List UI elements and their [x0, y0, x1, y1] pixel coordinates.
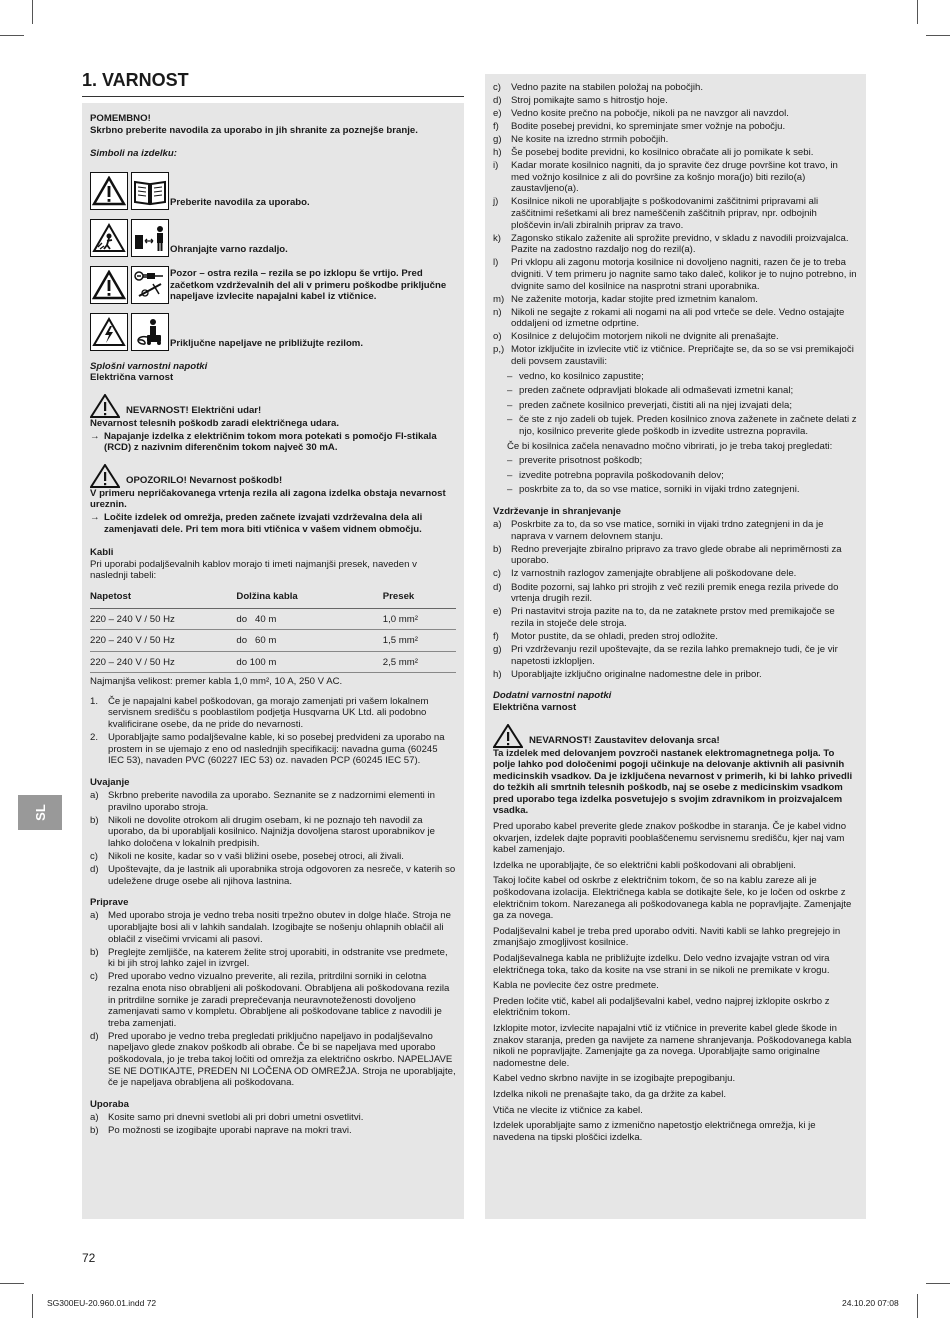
maint-head: Vzdrževanje in shranjevanje — [493, 506, 621, 517]
cables-text: Pri uporabi podaljševalnih kablov morajo ti imeti najmanjši presek, naveden v naslednji tabeli: — [90, 558, 417, 582]
list-item: o) Kosilnice z delujočim motorjem nikoli ne dvignite ali prenašajte. — [493, 331, 779, 343]
dash-item: – preden začnete odpravljati blokade ali odmaševati izmetni kanal; — [507, 385, 794, 397]
table-cell: do 100 m — [236, 651, 382, 673]
cable-table — [90, 588, 456, 673]
dash-item: – če ste z njo zadeli ob tujek. Preden kosilnico znova zaženete in začnete delati z njo, kosilnico preverite glede poškodb in izvedite ustrezna popravila. — [507, 414, 857, 438]
list-item: m) Ne zaženite motorja, kadar stojite pred izmetnim kanalom. — [493, 293, 758, 305]
cables-head: Kabli — [90, 547, 114, 559]
list-item: d) Bodite pozorni, saj lahko pri strojih z več rezili premik enega rezila privede do vrtenja drugih rezil. — [493, 581, 839, 605]
language-tab: SL — [18, 795, 62, 830]
table-row — [90, 651, 456, 673]
stop-conditions-list — [493, 371, 858, 438]
table-cell: 220 – 240 V / 50 Hz — [90, 608, 236, 630]
use-list — [90, 1112, 456, 1137]
list-item: d) Stroj pomikajte samo s hitrostjo hoje. — [493, 94, 668, 106]
symbol-text: Priključne napeljave ne približujte rezilom. — [170, 338, 363, 350]
paragraph: Kabel vedno skrbno navijte in se izogibajte prepogibanju. — [493, 1073, 736, 1085]
footer-filename: SG300EU-20.960.01.indd 72 — [47, 1298, 157, 1308]
table-cell: do 60 m — [236, 630, 382, 652]
symbol-row — [90, 211, 456, 257]
paragraph: Kabla ne povlecite čez ostre predmete. — [493, 980, 659, 992]
important-head: POMEMBNO! — [90, 113, 151, 124]
list-item: d) Pred uporabo je vedno treba pregledati priključno napeljavo in podaljševalno napeljavo glede znakov poškodb ali obrabe. Če bi se napeljava med uporabo poškodovala, jo je treba takoj ločiti od omrežja za električno oskrbo. NAPELJAVE SE NE DOTIKAJTE, PREDEN NI LOČENA OD OMREŽJA. Stroja ne uporabljajte, če je napeljava obrabljena ali poškodovana. — [90, 1030, 456, 1089]
caution-notice — [90, 464, 456, 488]
crop-mark — [0, 1283, 24, 1284]
list-item: l) Pri vklopu ali zagonu motorja kosilnice ni dovoljeno nagniti, razen če je to treba dvigniti. V tem primeru jo nagnite samo tako daleč, kolikor je to nujno potrebno, in dvignite samo del kosilnice na nasprotni strani uporabnika. — [493, 257, 857, 292]
paragraph: Podaljševalni kabel je treba pred uporabo odviti. Naviti kabli se lahko pregrejejo in zmanjšajo zmogljivost kosilnice. — [493, 925, 841, 949]
list-item: c) Nikoli ne kosite, kadar so v vaši bližini osebe, posebej otroci, ali živali. — [90, 851, 404, 862]
list-item: a) Med uporabo stroja je vedno treba nositi trpežno obutev in dolge hlače. Stroja ne uporabljajte bosi ali v lahkih sandalah. Izogibajte se nošenju ohlapnih oblačil ali oblačil z visečimi vrvicami ali pasovi. — [90, 910, 451, 945]
use-continued-list — [493, 82, 858, 368]
danger2-title: NEVARNOST! Zaustavitev delovanja srca! — [529, 734, 720, 746]
table-row — [90, 608, 456, 630]
list-item: f) Motor pustite, da se ohladi, preden stroj odložite. — [493, 630, 718, 642]
list-item: n) Nikoli ne segajte z rokami ali nogami na ali pod vrteče se dele. Vedno ostajajte oddaljeni od izmetne odprtine. — [493, 306, 845, 330]
list-item: b) Po možnosti se izogibajte uporabi naprave na mokri travi. — [90, 1124, 352, 1136]
danger2-notice — [493, 724, 858, 748]
table-header: Dolžina kabla — [236, 588, 382, 608]
list-item: a) Poskrbite za to, da so vse matice, sorniki in vijaki trdno zategnjeni in da je naprava v varnem delovnem stanju. — [493, 519, 824, 542]
use-head: Uporaba — [90, 1098, 129, 1110]
min-size-text: Najmanjša velikost: premer kabla 1,0 mm², 10 A, 250 V AC. — [90, 676, 343, 688]
caution-instruction: → Ločite izdelek od omrežja, preden začnete izvajati vzdrževalna dela ali zamenjavati dele. Pri tem mora biti vtičnica v vašem vidnem območju. — [90, 511, 423, 535]
paragraph: Vtiča ne vlecite iz vtičnice za kabel. — [493, 1104, 643, 1116]
symbols-list — [90, 164, 456, 351]
left-column — [82, 103, 464, 1219]
table-cell: 2,5 mm² — [383, 651, 456, 673]
additional-head: Dodatni varnostni napotki — [493, 690, 612, 702]
warning-triangle-icon — [90, 266, 128, 304]
list-item: g) Pri vzdrževanju rezil upoštevajte, da se rezila lahko premaknejo tudi, če je vir napetosti izklopljen. — [493, 644, 838, 667]
warning-triangle-icon — [90, 464, 120, 488]
maint-list — [493, 519, 858, 680]
paragraph: Podaljševalnega kabla ne približujte izdelku. Delo vedno izvajajte vstran od vira električnega toka, tako da kosite na vse strani in se nikoli ne premikate v krogu. — [493, 953, 830, 976]
intro-head: Uvajanje — [90, 776, 130, 788]
vibration-text: Če bi kosilnica začela nenavadno močno vibrirati, jo je treba takoj pregledati: — [507, 440, 833, 452]
paragraph: Izdelek uporabljajte samo z izmenično napetostjo električnega omrežja, ki je navedena na tipski ploščici izdelka. — [493, 1120, 816, 1143]
warning-triangle-icon — [493, 724, 523, 748]
intro-list — [90, 790, 456, 887]
danger2-text: Ta izdelek med delovanjem povzroči nastanek elektromagnetnega polja. To polje lahko pod določenimi pogoji učinkuje na delovanje aktivnih ali pasivnih medicinskih vsadkov. Da je izključena nevarnost v primerih, ki bi lahko privedli do težkih ali smrtnih telesnih poškodb, naj se osebe z medicinskim vsadkom pred uporabo tega izdelka posvetujejo s svojim zdravnikom in proizvajalcem vsadka. — [493, 747, 853, 817]
cable-mower-icon — [131, 313, 169, 351]
dash-item: – vedno, ko kosilnico zapustite; — [507, 370, 644, 382]
page-number: 72 — [82, 1251, 96, 1265]
arrow-right-icon: → — [90, 511, 100, 523]
list-item: a) Kosite samo pri dnevni svetlobi ali pri dobri umetni osvetlitvi. — [90, 1111, 364, 1123]
list-item: b) Redno preverjajte zbiralno pripravo za travo glede obrabe ali nepriměrnosti za uporabo. — [493, 543, 842, 567]
electric-shock-icon — [90, 313, 128, 351]
numbered-list — [90, 696, 456, 767]
keep-distance-icon — [131, 219, 169, 257]
crop-mark — [926, 35, 950, 36]
paragraph: Izdelka nikoli ne prenašajte tako, da ga držite za kabel. — [493, 1088, 727, 1100]
danger-instruction: → Napajanje izdelka z električnim tokom mora potekati s pomočjo FI-stikala (RCD) z nazivnim diferenčnim tokom največ 30 mA. — [90, 430, 437, 454]
paragraph: Izdelka ne uporabljajte, če so električni kabli poškodovani ali obrabljeni. — [493, 859, 796, 871]
warning-triangle-icon — [90, 172, 128, 210]
list-item: j) Kosilnice nikoli ne uporabljajte s poškodovanimi zaščitnimi pripravami ali zaščitnimi rešetkami ali brez nameščenih zaščitnih priprav, npr. odbojnih ploščevin in/ali zbiralnih priprav za travo. — [493, 196, 819, 231]
paragraph: Takoj ločite kabel od oskrbe z električnim tokom, če so na kablu zareze ali je poškodovana izolacija. Električnega kabla se dotikajte šele, ko je ločen od oskrbe z električnim tokom. Narezanega ali poškodovanega kabla ne popravljajte. Zamenjajte ga za novega. — [493, 875, 852, 922]
list-item: k) Zagonsko stikalo zaženite ali sprožite previdno, v skladu z navodili proizvajalca. Pazite na zadostno razdaljo nog do rezil(a). — [493, 232, 849, 256]
symbol-text: Pozor – ostra rezila – rezila se po izklopu še vrtijo. Pred začetkom vzdrževalnih del ali v primeru poškodbe priključne napeljave izvlecite napajalni kabel iz vtičnice. — [170, 268, 447, 303]
symbol-row — [90, 305, 456, 351]
list-item: d) Upoštevajte, da je lastnik ali uporabnika stroja odgovoren za nesreče, v katerih so udeležene druge osebe ali njihova lastnina. — [90, 864, 456, 887]
section-title: 1. VARNOST — [82, 70, 464, 97]
list-item: a) Skrbno preberite navodila za uporabo. Seznanite se z nadzornimi elementi in pravilno uporabo stroja. — [90, 790, 435, 813]
list-item: h) Še posebej bodite previdni, ko kosilnico obračate ali jo pomikate k sebi. — [493, 146, 814, 158]
danger-title: NEVARNOST! Električni udar! — [126, 405, 262, 417]
list-item: h) Uporabljajte izključno originalne nadomestne dele in pribor. — [493, 668, 762, 680]
list-item: e) Pri nastavitvi stroja pazite na to, da ne zataknete prstov med premikajoče se rezila in stoječe dele stroja. — [493, 606, 835, 629]
paragraph: Izklopite motor, izvlecite napajalni vtič iz vtičnice in preverite kabel glede škode in znakov staranja, preden ga navijete za namene shranjevanja. Poškodovanega kabla nikoli ne popravljajte. Zamenjajte ga za novega. Uporabljajte samo originalne nadomestne dele. — [493, 1022, 852, 1069]
table-cell: do 40 m — [236, 608, 382, 630]
paragraph: Pred uporabo kabel preverite glede znakov poškodbe in staranja. Če je kabel vidno okvarjen, izdelek dajte popraviti pooblaščenemu servisnemu središču, kjer naj vam kabel zamenjajo. — [493, 821, 847, 856]
additional-electric-head: Električna varnost — [493, 701, 577, 713]
general-head: Splošni varnostni napotki — [90, 360, 208, 372]
table-header: Presek — [383, 588, 456, 608]
important-text: Skrbno preberite navodila za uporabo in jih shranite za poznejše branje. — [90, 124, 418, 136]
symbols-head: Simboli na izdelku: — [90, 148, 177, 160]
caution-text: V primeru nepričakovanega vrtenja rezila ali zagona izdelka obstaja nevarnost ureznin. — [90, 487, 446, 511]
danger-notice — [90, 394, 456, 418]
right-column — [485, 74, 866, 1219]
thrown-objects-icon — [90, 219, 128, 257]
unplug-icon — [131, 266, 169, 304]
crop-mark — [32, 1294, 33, 1318]
list-item: b) Nikoli ne dovolite otrokom ali drugim osebam, ki ne poznajo teh navodil za uporabo, da bi uporabljali kosilnico. Najnižja dovoljena starost uporabnikov je lahko določena v lokalnih predpisih. — [90, 814, 435, 849]
table-cell: 1,5 mm² — [383, 630, 456, 652]
list-item: f) Bodite posebej previdni, ko spreminjate smer vožnje na pobočju. — [493, 120, 786, 132]
symbol-row — [90, 258, 456, 304]
danger-text: Nevarnost telesnih poškodb zaradi električnega udara. — [90, 417, 339, 429]
list-item: c) Vedno pazite na stabilen položaj na pobočjih. — [493, 81, 704, 93]
open-book-icon — [131, 172, 169, 210]
list-item: g) Ne kosite na izredno strmih pobočjih. — [493, 133, 669, 145]
list-item: 2. Uporabljajte samo podaljševalne kable, ki so posebej predvideni za uporabo na prostem in se ujemajo z eno od naslednjih specifikacij: navadna guma (60245 IEC 53), navaden PVC (60227 IEC 53) oz. navaden PCP (60245 IEC 57). — [90, 732, 445, 767]
symbol-row — [90, 164, 456, 210]
list-item: c) Pred uporabo vedno vizualno preverite, ali rezila, pritrdilni sorniki in celotna rezalna enota niso obrabljeni ali poškodovani. Obrabljena ali poškodovana rezila in pritrdilne sornike je zaradi preprečevanja neuravnoteženosti dovoljeno zamenjavati samo v kompletu. Obrabljene ali poškodovane tablice z navodili je treba zamenjati. — [90, 971, 450, 1029]
list-item: p,) Motor izključite in izvlecite vtič iz vtičnice. Prepričajte se, da so se vsi premikajoči deli povsem zaustavili: — [493, 344, 854, 368]
arrow-right-icon: → — [90, 430, 100, 442]
crop-mark — [917, 1294, 918, 1318]
table-row — [90, 630, 456, 652]
vibration-list — [493, 455, 858, 496]
table-cell: 1,0 mm² — [383, 608, 456, 630]
caution-title: OPOZORILO! Nevarnost poškodb! — [126, 475, 283, 487]
crop-mark — [0, 35, 24, 36]
warning-triangle-icon — [90, 394, 120, 418]
list-item: 1. Če je napajalni kabel poškodovan, ga morajo zamenjati pri vašem lokalnem servisnem središču s pooblastilom podjetja Husqvarna UK Ltd. ali podobno kvalificirane osebe, da ne pride do nevarnosti. — [90, 695, 429, 731]
electric-paragraphs — [493, 821, 858, 1143]
paragraph: Preden ločite vtič, kabel ali podaljševalni kabel, vedno najprej izklopite oskrbo z električnim tokom. — [493, 995, 830, 1019]
table-cell: 220 – 240 V / 50 Hz — [90, 630, 236, 652]
list-item: i) Kadar morate kosilnico nagniti, da jo spravite čez druge površine kot travo, in med vožnjo kosilnice z ali do površine za košnjo mora(jo) biti rezilo(a) zaustavljeno(a). — [493, 160, 838, 195]
table-cell: 220 – 240 V / 50 Hz — [90, 651, 236, 673]
electric-head: Električna varnost — [90, 372, 174, 384]
dash-item: – preverite prisotnost poškodb; — [507, 455, 643, 467]
dash-item: – poskrbite za to, da so vse matice, sorniki in vijaki trdno zategnjeni. — [507, 484, 800, 496]
list-item: b) Preglejte zemljišče, na katerem želite stroj uporabiti, in odstranite vse predmete, ki bi jih stroj lahko zajel in izvrgel. — [90, 946, 448, 970]
dash-item: – izvedite potrebna popravila poškodovanih delov; — [507, 469, 724, 481]
footer-timestamp: 24.10.20 07:08 — [842, 1298, 899, 1308]
table-header: Napetost — [90, 588, 236, 608]
crop-mark — [32, 0, 33, 24]
prep-head: Priprave — [90, 897, 129, 909]
crop-mark — [926, 1283, 950, 1284]
list-item: c) Iz varnostnih razlogov zamenjajte obrabljene ali poškodovane dele. — [493, 568, 797, 580]
prep-list — [90, 910, 456, 1088]
symbol-text: Preberite navodila za uporabo. — [170, 197, 310, 209]
list-item: e) Vedno kosite prečno na pobočje, nikoli pa ne navzgor ali navzdol. — [493, 107, 789, 119]
symbol-text: Ohranjajte varno razdaljo. — [170, 244, 288, 256]
crop-mark — [917, 0, 918, 24]
dash-item: – preden začnete kosilnico preverjati, čistiti ali na njej izvajati dela; — [507, 399, 793, 411]
